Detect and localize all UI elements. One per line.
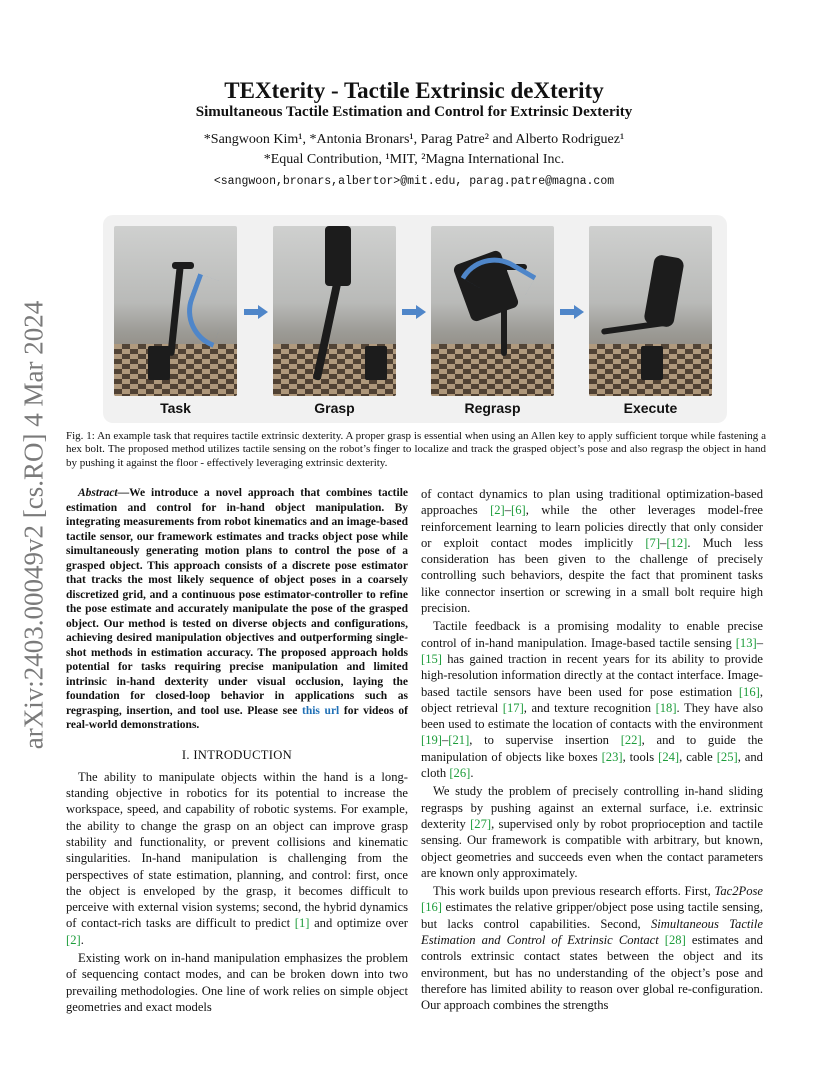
video-link[interactable]: this url xyxy=(301,704,340,717)
intro-paragraph-2: Existing work on in-hand manipulation emphasizes the problem of sequencing contact modes, and can be broken down into two prevailing methodologies. One line of work relies on simple object geometries and exact models xyxy=(66,951,408,1014)
left-column xyxy=(66,486,408,1017)
intro-paragraph-1: The ability to manipulate objects within the hand is a long-standing objective in robotics for its potential to increase the workspace, speed, and capability of robotic systems. For example, the ability to change the grasp on an object can improve grasp stability and functionality, or prevent collisions and kinematic singularities. In-hand manipulation is challenging from the perspectives of state estimation, planning, and control: first, once the object is enveloped by the grasp, it becomes difficult to perceive with external vision systems; second, the hybrid dynamics of contact-rich tasks are difficult to predict [1] and optimize over [2]. xyxy=(66,769,408,947)
section-heading: I. INTRODUCTION xyxy=(181,747,293,762)
figure-caption-text: Fig. 1: An example task that requires tactile extrinsic dexterity. A proper grasp is essential when using an Allen key to apply sufficient torque while fastening a hex bolt. The proposed method utilizes tactile sensing on the robot’s finger to localize and track the grasped object’s pose and also regrasp the object in hand by pushing it against the floor - effectively leveraging extrinsic dexterity. xyxy=(66,430,766,469)
panel-label-grasp: Grasp xyxy=(314,400,355,416)
citation-link[interactable]: [13] xyxy=(735,635,757,650)
problem-paragraph: We study the problem of precisely controlling in-hand sliding regrasps by pushing against an external surface, i.e. extrinsic dexterity [27], supervised only by robot proprioception and tactile sensing. Our framework is compatible with arbitrary, but known, object geometries and succeeds even when the contact parameters are known only approximately. xyxy=(421,784,763,880)
citation-link[interactable]: [16] xyxy=(421,900,442,915)
regrasp-photo xyxy=(431,226,554,396)
citation-link[interactable]: [15] xyxy=(421,651,442,666)
paper-subtitle: Simultaneous Tactile Estimation and Control for Extrinsic Dexterity xyxy=(195,104,633,120)
abstract-label: Abstract xyxy=(78,487,118,499)
citation-link[interactable]: [12] xyxy=(666,535,688,550)
paper-title: TEXterity - Tactile Extrinsic deXterity xyxy=(224,78,604,103)
citation-link[interactable]: [2] xyxy=(66,932,81,947)
arrow-icon xyxy=(402,305,426,319)
affiliations: *Equal Contribution, ¹MIT, ²Magna International Inc. xyxy=(263,152,565,167)
right-column xyxy=(421,486,763,1016)
citation-link[interactable]: [18] xyxy=(655,700,677,715)
citation-link[interactable]: [26] xyxy=(449,766,471,781)
arxiv-id: arXiv:2403.00049v2 [cs.RO] 4 Mar 2024 xyxy=(18,300,49,750)
citation-link[interactable]: [6] xyxy=(511,503,526,518)
abstract-text-end: for videos of real-world demonstrations. xyxy=(66,704,408,731)
abstract xyxy=(66,486,408,733)
author-emails: <sangwoon,bronars,albertor>@mit.edu, parag.patre@magna.com xyxy=(213,175,615,188)
citation-link[interactable]: [25] xyxy=(716,749,738,764)
tactile-paragraph: Tactile feedback is a promising modality to enable precise control of in-hand manipulation. Image-based tactile sensing [13]–[15] has gained traction in recent years for its ability to provide high-resolution information directly at the contact interface. Image-based tactile sensors have been used for pose estimation [16], object retrieval [17], and texture recognition [18]. They have also been used to estimate the location of contacts with the environment [19]–[21], to supervise insertion [22], and to guide the manipulation of objects like boxes [23], tools [24], cable [25], and cloth [26]. xyxy=(421,619,763,781)
citation-link[interactable]: [22] xyxy=(620,733,642,748)
paragraph-continuation: of contact dynamics to plan using traditional optimization-based approaches [2]–[6], while the other leverages model-free reinforcement learning to learn policies directly that only consider or exploit contact modes implicitly [7]–[12]. Much less consideration has been given to the challenge of precisely controlling such behaviors, despite the fact that prominent tasks like connector insertion or screwing in a small bolt require high precision. xyxy=(421,487,763,616)
grasp-photo xyxy=(273,226,396,396)
citation-link[interactable]: [27] xyxy=(470,816,492,831)
figure-caption xyxy=(66,430,766,470)
citation-link[interactable]: [23] xyxy=(601,749,623,764)
figure-1 xyxy=(103,215,727,423)
arrow-icon xyxy=(560,305,584,319)
task-photo xyxy=(114,226,237,396)
execute-photo xyxy=(589,226,712,396)
panel-label-execute: Execute xyxy=(623,400,678,416)
citation-link[interactable]: [21] xyxy=(448,733,470,748)
panel-label-task: Task xyxy=(160,400,191,416)
panel-label-regrasp: Regrasp xyxy=(464,400,521,416)
citation-link[interactable]: [28] xyxy=(664,933,686,948)
arxiv-sidebar xyxy=(14,290,54,760)
prior-work-paragraph: This work builds upon previous research efforts. First, Tac2Pose [16] estimates the relative gripper/object pose using tactile sensing, but lacks control capabilities. Second, Simultaneous Tactile Estimation and Control of Extrinsic Contact [28] estimates and controls extrinsic contact states between the object and its environment, but has no understanding of the object’s pose and therefore has limited ability to reason over global re-configuration. Our approach combines the strengths xyxy=(421,884,763,1013)
citation-link[interactable]: [2] xyxy=(490,503,505,518)
citation-link[interactable]: [24] xyxy=(658,749,680,764)
citation-link[interactable]: [16] xyxy=(738,684,760,699)
citation-link[interactable]: [19] xyxy=(421,733,442,748)
citation-link[interactable]: [1] xyxy=(294,916,310,931)
abstract-text: —We introduce a novel approach that combines tactile estimation and control for in-hand object manipulation. By integrating measurements from robot kinematics and an image-based tactile sensor, our framework estimates and tracks object pose while simultaneously generating motion plans to control the pose of a grasped object. This approach consists of a discrete pose estimator that tracks the most likely sequence of object poses in a coarsely discretized grid, and a continuous pose estimator-controller to refine the pose estimate and accurately manipulate the pose of the grasped object. Our method is tested on diverse objects and configurations, achieving desired manipulation objectives and outperforming single-shot methods in estimation accuracy. The proposed approach holds potential for tasks requiring precise manipulation and limited intrinsic in-hand dexterity under visual occlusion, laying the foundation for closed-loop behavior in applications such as regrasping, insertion, and tool use. Please see xyxy=(66,487,408,717)
citation-link[interactable]: [17] xyxy=(502,700,524,715)
citation-link[interactable]: [7] xyxy=(645,535,661,550)
arrow-icon xyxy=(244,305,268,319)
author-list: *Sangwoon Kim¹, *Antonia Bronars¹, Parag Patre² and Alberto Rodriguez¹ xyxy=(203,132,625,147)
